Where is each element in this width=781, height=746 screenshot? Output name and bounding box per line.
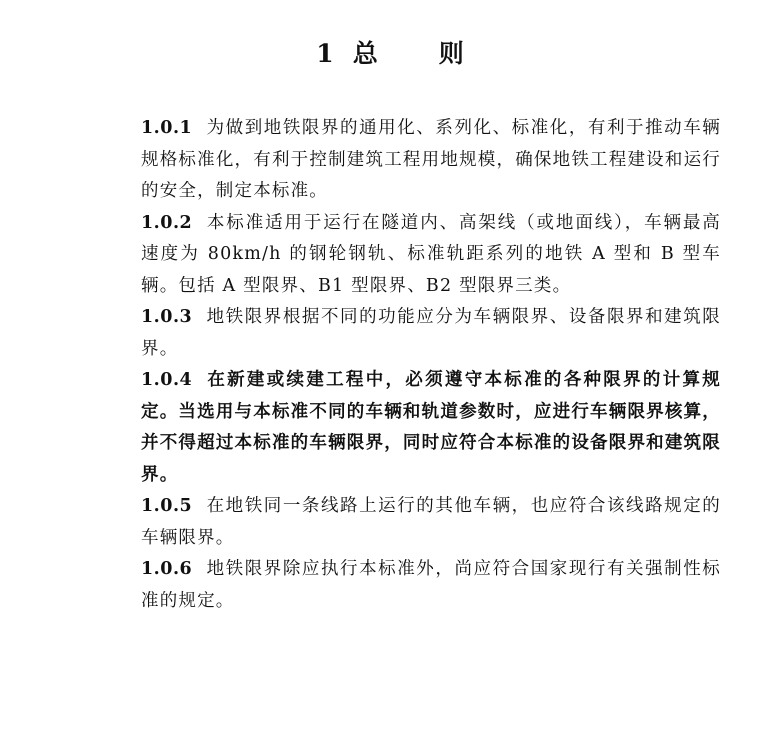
clause-1-0-1 — [141, 113, 721, 208]
clause-number: 1.0.6 — [141, 559, 193, 579]
chapter-title-part2: 则 — [438, 39, 465, 68]
clause-list — [141, 113, 721, 617]
clause-number: 1.0.3 — [141, 307, 193, 327]
clause-text: 地铁限界除应执行本标准外，尚应符合国家现行有关强制性标准的规定。 — [141, 559, 721, 611]
clause-1-0-6 — [141, 554, 721, 617]
clause-text: 地铁限界根据不同的功能应分为车辆限界、设备限界和建筑限界。 — [141, 307, 721, 359]
clause-text: 在新建或续建工程中，必须遵守本标准的各种限界的计算规定。当选用与本标准不同的车辆和轨道参数时，应进行车辆限界核算，并不得超过本标准的车辆限界，同时应符合本标准的设备限界和建筑限界。 — [141, 370, 721, 485]
clause-1-0-5 — [141, 491, 721, 554]
clause-number: 1.0.2 — [141, 212, 193, 233]
chapter-title — [0, 34, 781, 70]
clause-1-0-4 — [141, 365, 721, 491]
chapter-number: 1 — [316, 39, 335, 68]
clause-text: 在地铁同一条线路上运行的其他车辆，也应符合该线路规定的车辆限界。 — [141, 496, 721, 548]
clause-1-0-2 — [141, 208, 721, 303]
clause-number: 1.0.5 — [141, 496, 193, 516]
clause-text: 为做到地铁限界的通用化、系列化、标准化，有利于推动车辆规格标准化，有利于控制建筑工程用地规模，确保地铁工程建设和运行的安全，制定本标准。 — [141, 118, 721, 201]
clause-number: 1.0.4 — [141, 370, 193, 390]
chapter-title-part1: 总 — [352, 39, 379, 68]
clause-number: 1.0.1 — [141, 118, 193, 138]
clause-1-0-3 — [141, 302, 721, 365]
clause-text: 本标准适用于运行在隧道内、高架线（或地面线），车辆最高速度为 80km/h 的钢轮钢轨、标准轨距系列的地铁 A 型和 B 型车辆。包括 A 型限界、B1 型限界、B2 型限界三类。 — [141, 212, 721, 296]
